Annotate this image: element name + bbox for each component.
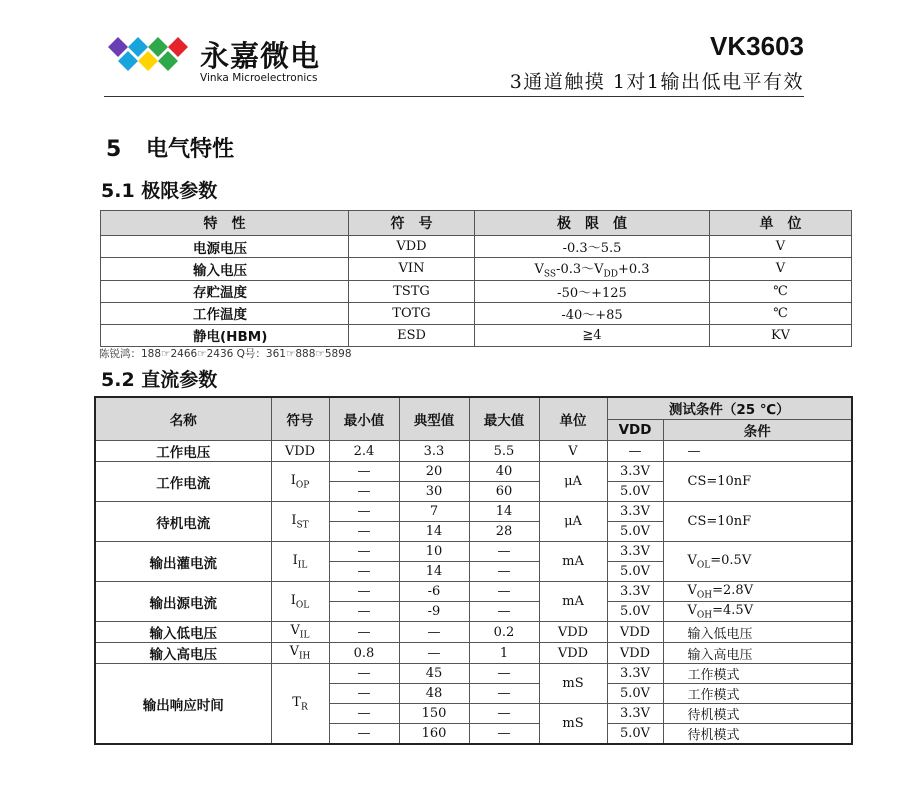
param-symbol: VIN [349, 258, 475, 281]
header-unit: 单 位 [710, 211, 852, 236]
table-row [101, 258, 852, 281]
param-condition: $V_{OH}=4.5V$ [663, 602, 852, 622]
param-value: -50～+125 [475, 280, 710, 302]
param-name: 存贮温度 [101, 280, 349, 302]
table-row [95, 622, 852, 643]
param-min: — [329, 622, 399, 643]
param-unit: VDD [539, 643, 607, 664]
param-min: 2.4 [329, 441, 399, 462]
param-name: 工作温度 [101, 302, 349, 324]
param-unit: ℃ [710, 280, 852, 302]
param-condition: CS=10nF [663, 462, 852, 502]
table-row [95, 502, 852, 522]
param-symbol: $I_{OL}$ [271, 582, 329, 622]
header-vdd: VDD [607, 419, 663, 441]
param-name: 输出响应时间 [95, 664, 271, 745]
param-typ: 160 [399, 724, 469, 745]
header-typ: 典型值 [399, 397, 469, 441]
param-typ: -9 [399, 602, 469, 622]
param-unit: mA [539, 582, 607, 622]
table-row [101, 302, 852, 324]
logo-icon [104, 34, 198, 84]
param-typ: 3.3 [399, 441, 469, 462]
param-min: — [329, 582, 399, 602]
table-row [95, 664, 852, 684]
param-symbol: $T_R$ [271, 664, 329, 745]
param-condition: CS=10nF [663, 502, 852, 542]
model-number: VK3603 [710, 31, 804, 61]
param-typ: 10 [399, 542, 469, 562]
param-min: — [329, 664, 399, 684]
param-condition: 待机模式 [663, 724, 852, 745]
param-vdd: 5.0V [607, 684, 663, 704]
table-row [101, 324, 852, 346]
param-symbol: $V_{IH}$ [271, 643, 329, 664]
param-name: 工作电流 [95, 462, 271, 502]
param-typ: -6 [399, 582, 469, 602]
param-max: 40 [469, 462, 539, 482]
param-unit: VDD [539, 622, 607, 643]
param-typ: 48 [399, 684, 469, 704]
param-unit: V [710, 236, 852, 258]
table-row [95, 441, 852, 462]
param-unit: μA [539, 462, 607, 502]
param-max: — [469, 724, 539, 745]
param-condition: — [663, 441, 852, 462]
param-vdd: 5.0V [607, 522, 663, 542]
param-min: — [329, 704, 399, 724]
param-vdd: 5.0V [607, 482, 663, 502]
section-5-heading: 5 电气特性 [106, 137, 235, 162]
param-name: 输出源电流 [95, 582, 271, 622]
param-name: 输入低电压 [95, 622, 271, 643]
param-symbol: ESD [349, 324, 475, 346]
param-min: — [329, 542, 399, 562]
param-symbol: $I_{IL}$ [271, 542, 329, 582]
param-max: 5.5 [469, 441, 539, 462]
param-max: 28 [469, 522, 539, 542]
param-condition: 输入高电压 [663, 643, 852, 664]
param-condition: 工作模式 [663, 664, 852, 684]
param-value: $V_{SS}-0.3\sim V_{DD}+0.3$ [475, 258, 710, 281]
param-max: 0.2 [469, 622, 539, 643]
product-subtitle: 3通道触摸 1对1输出低电平有效 [509, 71, 804, 93]
param-max: — [469, 704, 539, 724]
param-min: — [329, 462, 399, 482]
param-vdd: VDD [607, 643, 663, 664]
table-row [95, 542, 852, 562]
table-header-row [95, 397, 852, 419]
section-5-1-heading: 5.1 极限参数 [101, 180, 218, 202]
param-vdd: 3.3V [607, 582, 663, 602]
param-name: 工作电压 [95, 441, 271, 462]
param-name: 输入电压 [101, 258, 349, 281]
param-vdd: 5.0V [607, 724, 663, 745]
param-condition: $V_{OL}=0.5V$ [663, 542, 852, 582]
param-max: — [469, 602, 539, 622]
param-value: -0.3～5.5 [475, 236, 710, 258]
param-unit: mS [539, 704, 607, 745]
param-condition: 输入低电压 [663, 622, 852, 643]
param-condition: 工作模式 [663, 684, 852, 704]
table-row [101, 236, 852, 258]
header-symbol: 符号 [271, 397, 329, 441]
param-symbol: TOTG [349, 302, 475, 324]
header-symbol: 符 号 [349, 211, 475, 236]
param-symbol: VDD [349, 236, 475, 258]
param-vdd: 3.3V [607, 462, 663, 482]
param-value: ≧4 [475, 324, 710, 346]
param-typ: 7 [399, 502, 469, 522]
param-value: -40～+85 [475, 302, 710, 324]
param-min: — [329, 482, 399, 502]
param-typ: — [399, 643, 469, 664]
param-vdd: 5.0V [607, 602, 663, 622]
header-max: 最大值 [469, 397, 539, 441]
param-max: 1 [469, 643, 539, 664]
table-row [95, 462, 852, 482]
absolute-max-table [100, 210, 852, 347]
param-vdd: 3.3V [607, 542, 663, 562]
param-vdd: VDD [607, 622, 663, 643]
param-name: 电源电压 [101, 236, 349, 258]
section-5-2-heading: 5.2 直流参数 [101, 369, 218, 391]
dc-parameter-table [94, 396, 853, 745]
param-condition: 待机模式 [663, 704, 852, 724]
param-typ: 150 [399, 704, 469, 724]
param-symbol: $V_{IL}$ [271, 622, 329, 643]
header-unit: 单位 [539, 397, 607, 441]
param-typ: 14 [399, 562, 469, 582]
param-max: 14 [469, 502, 539, 522]
param-symbol: VDD [271, 441, 329, 462]
param-min: — [329, 522, 399, 542]
param-typ: — [399, 622, 469, 643]
param-max: — [469, 664, 539, 684]
param-max: — [469, 562, 539, 582]
header-min: 最小值 [329, 397, 399, 441]
header-characteristic: 特 性 [101, 211, 349, 236]
brand-name-en: Vinka Microelectronics [200, 72, 318, 84]
param-min: — [329, 602, 399, 622]
header-limit: 极 限 值 [475, 211, 710, 236]
param-unit: V [539, 441, 607, 462]
param-unit: mA [539, 542, 607, 582]
param-unit: ℃ [710, 302, 852, 324]
param-unit: μA [539, 502, 607, 542]
param-vdd: 3.3V [607, 502, 663, 522]
param-max: — [469, 542, 539, 562]
param-min: — [329, 684, 399, 704]
param-symbol: $I_{ST}$ [271, 502, 329, 542]
header-divider [104, 96, 804, 97]
param-unit: V [710, 258, 852, 281]
param-typ: 14 [399, 522, 469, 542]
header-test-conditions: 测试条件（25 ℃） [607, 397, 852, 419]
param-typ: 30 [399, 482, 469, 502]
param-min: 0.8 [329, 643, 399, 664]
param-max: — [469, 684, 539, 704]
param-vdd: 3.3V [607, 664, 663, 684]
param-symbol: $I_{OP}$ [271, 462, 329, 502]
param-vdd: 3.3V [607, 704, 663, 724]
param-name: 输入高电压 [95, 643, 271, 664]
param-max: 60 [469, 482, 539, 502]
param-vdd: 5.0V [607, 562, 663, 582]
param-name: 输出灌电流 [95, 542, 271, 582]
param-name: 静电(HBM) [101, 324, 349, 346]
param-vdd: — [607, 441, 663, 462]
param-max: — [469, 582, 539, 602]
table-header-row [101, 211, 852, 236]
table-row [95, 582, 852, 602]
header-name: 名称 [95, 397, 271, 441]
param-typ: 20 [399, 462, 469, 482]
table-row [95, 643, 852, 664]
param-min: — [329, 502, 399, 522]
header-condition: 条件 [663, 419, 852, 441]
param-symbol: TSTG [349, 280, 475, 302]
table-row [101, 280, 852, 302]
brand-name-cn: 永嘉微电 [200, 39, 321, 73]
param-name: 待机电流 [95, 502, 271, 542]
param-unit: mS [539, 664, 607, 704]
param-min: — [329, 562, 399, 582]
param-condition: $V_{OH}=2.8V$ [663, 582, 852, 602]
param-typ: 45 [399, 664, 469, 684]
param-unit: KV [710, 324, 852, 346]
contact-line: 陈锐鸿：188☞2466☞2436 Q号：361☞888☞5898 [99, 348, 352, 360]
param-min: — [329, 724, 399, 745]
